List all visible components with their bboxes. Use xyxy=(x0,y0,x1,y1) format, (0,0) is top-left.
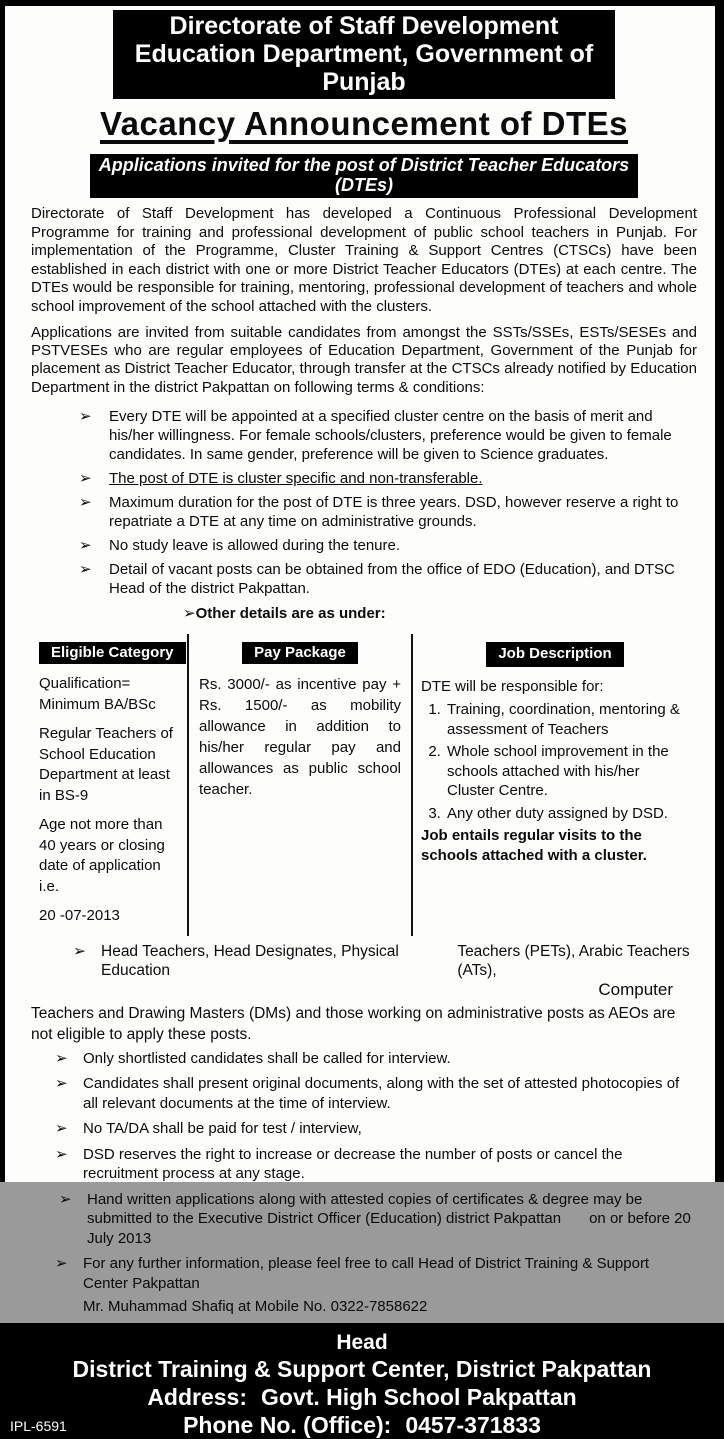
footer-address xyxy=(0,1383,724,1411)
pay-package-column xyxy=(187,634,413,936)
arrow-bullet-icon: ➢ xyxy=(79,494,92,512)
eligible-line: Qualification= Minimum BA/BSc xyxy=(39,675,156,713)
intro-paragraph-2: Applications are invited from suitable candidates from amongst the SSTs/SSEs, ESTs/SESEs and PSTVESEs who are regular employees of Education Department, Government of the Punjab for placement as District Teacher Educator, through transfer at the CTSCs already notified by Education Department in the district Pakpattan on following terms & conditions: xyxy=(31,323,697,396)
arrow-bullet-icon: ➢ xyxy=(79,561,92,579)
arrow-bullet-icon: ➢ xyxy=(55,1049,68,1067)
submission-instructions: Hand written applications along with attested copies of certificates & degree may be submitted to the Executive District Officer (Education) district Pakpattan xyxy=(87,1190,643,1228)
arrow-bullet-icon: ➢ xyxy=(55,1075,68,1093)
page-title: Vacancy Announcement of DTEs xyxy=(99,105,629,142)
note-text: No TA/DA shall be paid for test / interview, xyxy=(83,1120,362,1138)
arrow-bullet-icon: ➢ xyxy=(55,1255,68,1273)
other-details-text: Other details are as under: xyxy=(195,605,386,623)
job-outro: Job entails regular visits to the schools attached with a cluster. xyxy=(421,827,647,864)
job-description-column xyxy=(413,634,697,936)
term-item xyxy=(31,536,697,555)
arrow-bullet-icon: ➢ xyxy=(55,1145,68,1163)
ineligible-posts-line xyxy=(31,942,697,980)
arrow-bullet-icon: ➢ xyxy=(183,605,196,623)
footer-phone-value: 0457-371833 xyxy=(405,1411,541,1438)
job-duty: 2. Whole school improvement in the schools attached with his/her Cluster Centre. xyxy=(445,742,689,801)
org-line2: Education Department, Government of Punjab xyxy=(134,40,594,96)
footer-designation: Head xyxy=(336,1330,388,1354)
ineligible-text-3: Computer xyxy=(598,979,673,999)
contact-note xyxy=(31,1254,697,1317)
term-text: Maximum duration for the post of DTE is three years. DSD, however reserve a right to repatriate a DTE at any time on administrative grounds. xyxy=(109,494,679,531)
note-text: Candidates shall present original documents, along with the set of attested photocopies of all relevant documents at the time of interview. xyxy=(83,1075,680,1112)
note-item xyxy=(31,1049,697,1069)
job-duty: 3. Any other duty assigned by DSD. xyxy=(445,804,689,824)
note-item xyxy=(31,1119,697,1139)
footer-office: District Training & Support Center, District Pakpattan xyxy=(72,1355,652,1382)
footer-address-label: Address: xyxy=(147,1383,248,1410)
job-description-header: Job Description xyxy=(486,642,623,667)
organization-header xyxy=(113,10,615,99)
subtitle-banner: Applications invited for the post of District Teacher Educators (DTEs) xyxy=(90,154,638,198)
other-details-line xyxy=(183,604,697,622)
ineligible-continuation: Teachers and Drawing Masters (DMs) and those working on administrative posts as AEOs are not eligible to apply these posts. xyxy=(31,1004,676,1043)
arrow-bullet-icon: ➢ xyxy=(79,408,92,426)
contact-text xyxy=(83,1254,697,1317)
arrow-bullet-icon: ➢ xyxy=(73,942,86,960)
terms-list xyxy=(31,407,697,622)
footer-phone-label: Phone No. (Office): xyxy=(183,1411,392,1438)
footer-contact-block xyxy=(0,1323,724,1439)
term-item xyxy=(31,469,697,488)
eligible-category-header: Eligible Category xyxy=(39,642,186,664)
submission-text xyxy=(87,1190,697,1249)
eligible-category-column xyxy=(31,634,187,936)
arrow-bullet-icon: ➢ xyxy=(55,1120,68,1138)
footer-phone xyxy=(0,1411,724,1439)
term-text: Every DTE will be appointed at a specified cluster centre on the basis of merit and his/her willingness. For female schools/clusters, preference would be given to female candidates. In same gender, preference will be given to Science graduates. xyxy=(109,408,672,464)
note-item xyxy=(31,1145,697,1184)
contact-line-2: Mr. Muhammad Shafiq at Mobile No. 0322-7858622 xyxy=(83,1298,428,1316)
column-gap xyxy=(423,942,457,980)
arrow-bullet-icon: ➢ xyxy=(59,1190,72,1208)
term-item xyxy=(31,493,697,531)
term-text: Detail of vacant posts can be obtained from the office of EDO (Education), and DTSC Head of the district Pakpattan. xyxy=(109,561,675,598)
ineligible-text-2: Teachers (PETs), Arabic Teachers (ATs), xyxy=(457,942,690,979)
arrow-bullet-icon: ➢ xyxy=(79,470,92,488)
arrow-bullet-icon: ➢ xyxy=(79,537,92,555)
ad-reference-number: IPL-6591 xyxy=(10,1417,67,1434)
org-line1: Directorate of Staff Development xyxy=(169,12,559,40)
eligible-line: Regular Teachers of School Education Department at least in BS-9 xyxy=(39,725,173,804)
term-text: No study leave is allowed during the tenure. xyxy=(109,537,401,555)
pay-package-header: Pay Package xyxy=(242,642,358,664)
intro-paragraph-1: Directorate of Staff Development has developed a Continuous Professional Development Programme for training and professional development of public school teachers in Punjab. For implementation of the Programme, Cluster Training & Support Centres (CTSCs) have been established in each district with one or more District Teacher Educators (DTEs) at each centre. The DTEs would be responsible for training, mentoring, professional development of teachers and whole school improvement of the school attached with the clusters. xyxy=(31,205,697,315)
contact-line-1: For any further information, please feel free to call Head of District Training & Support Center Pakpattan xyxy=(83,1255,650,1292)
job-duty: 1. Training, coordination, mentoring & assessment of Teachers xyxy=(445,700,689,739)
term-item xyxy=(31,407,697,464)
job-intro: DTE will be responsible for: xyxy=(421,677,604,695)
note-text: Only shortlisted candidates shall be called for interview. xyxy=(83,1049,451,1067)
submission-deadline: on or before 20 July 2013 xyxy=(87,1210,691,1247)
note-item xyxy=(31,1074,697,1113)
ad-content xyxy=(5,6,715,1323)
job-duties-list xyxy=(421,700,689,823)
note-text: DSD reserves the right to increase or decrease the number of posts or cancel the recruitment process at any stage. xyxy=(83,1145,623,1183)
term-text: The post of DTE is cluster specific and non-transferable. xyxy=(109,470,483,488)
pay-package-text: Rs. 3000/- as incentive pay + Rs. 1500/- as mobility allowance in addition to his/her regular pay and allowances as public school teacher. xyxy=(199,676,401,799)
footer-address-value: Govt. High School Pakpattan xyxy=(261,1383,577,1410)
submission-note xyxy=(31,1190,697,1249)
eligible-line: Age not more than 40 years or closing date of application i.e. xyxy=(39,816,165,895)
eligible-line: 20 -07-2013 xyxy=(39,907,120,925)
details-table xyxy=(31,634,697,936)
general-notes-list xyxy=(31,1049,697,1317)
term-item xyxy=(31,560,697,598)
ineligible-text-1: Head Teachers, Head Designates, Physical Education xyxy=(101,942,399,979)
